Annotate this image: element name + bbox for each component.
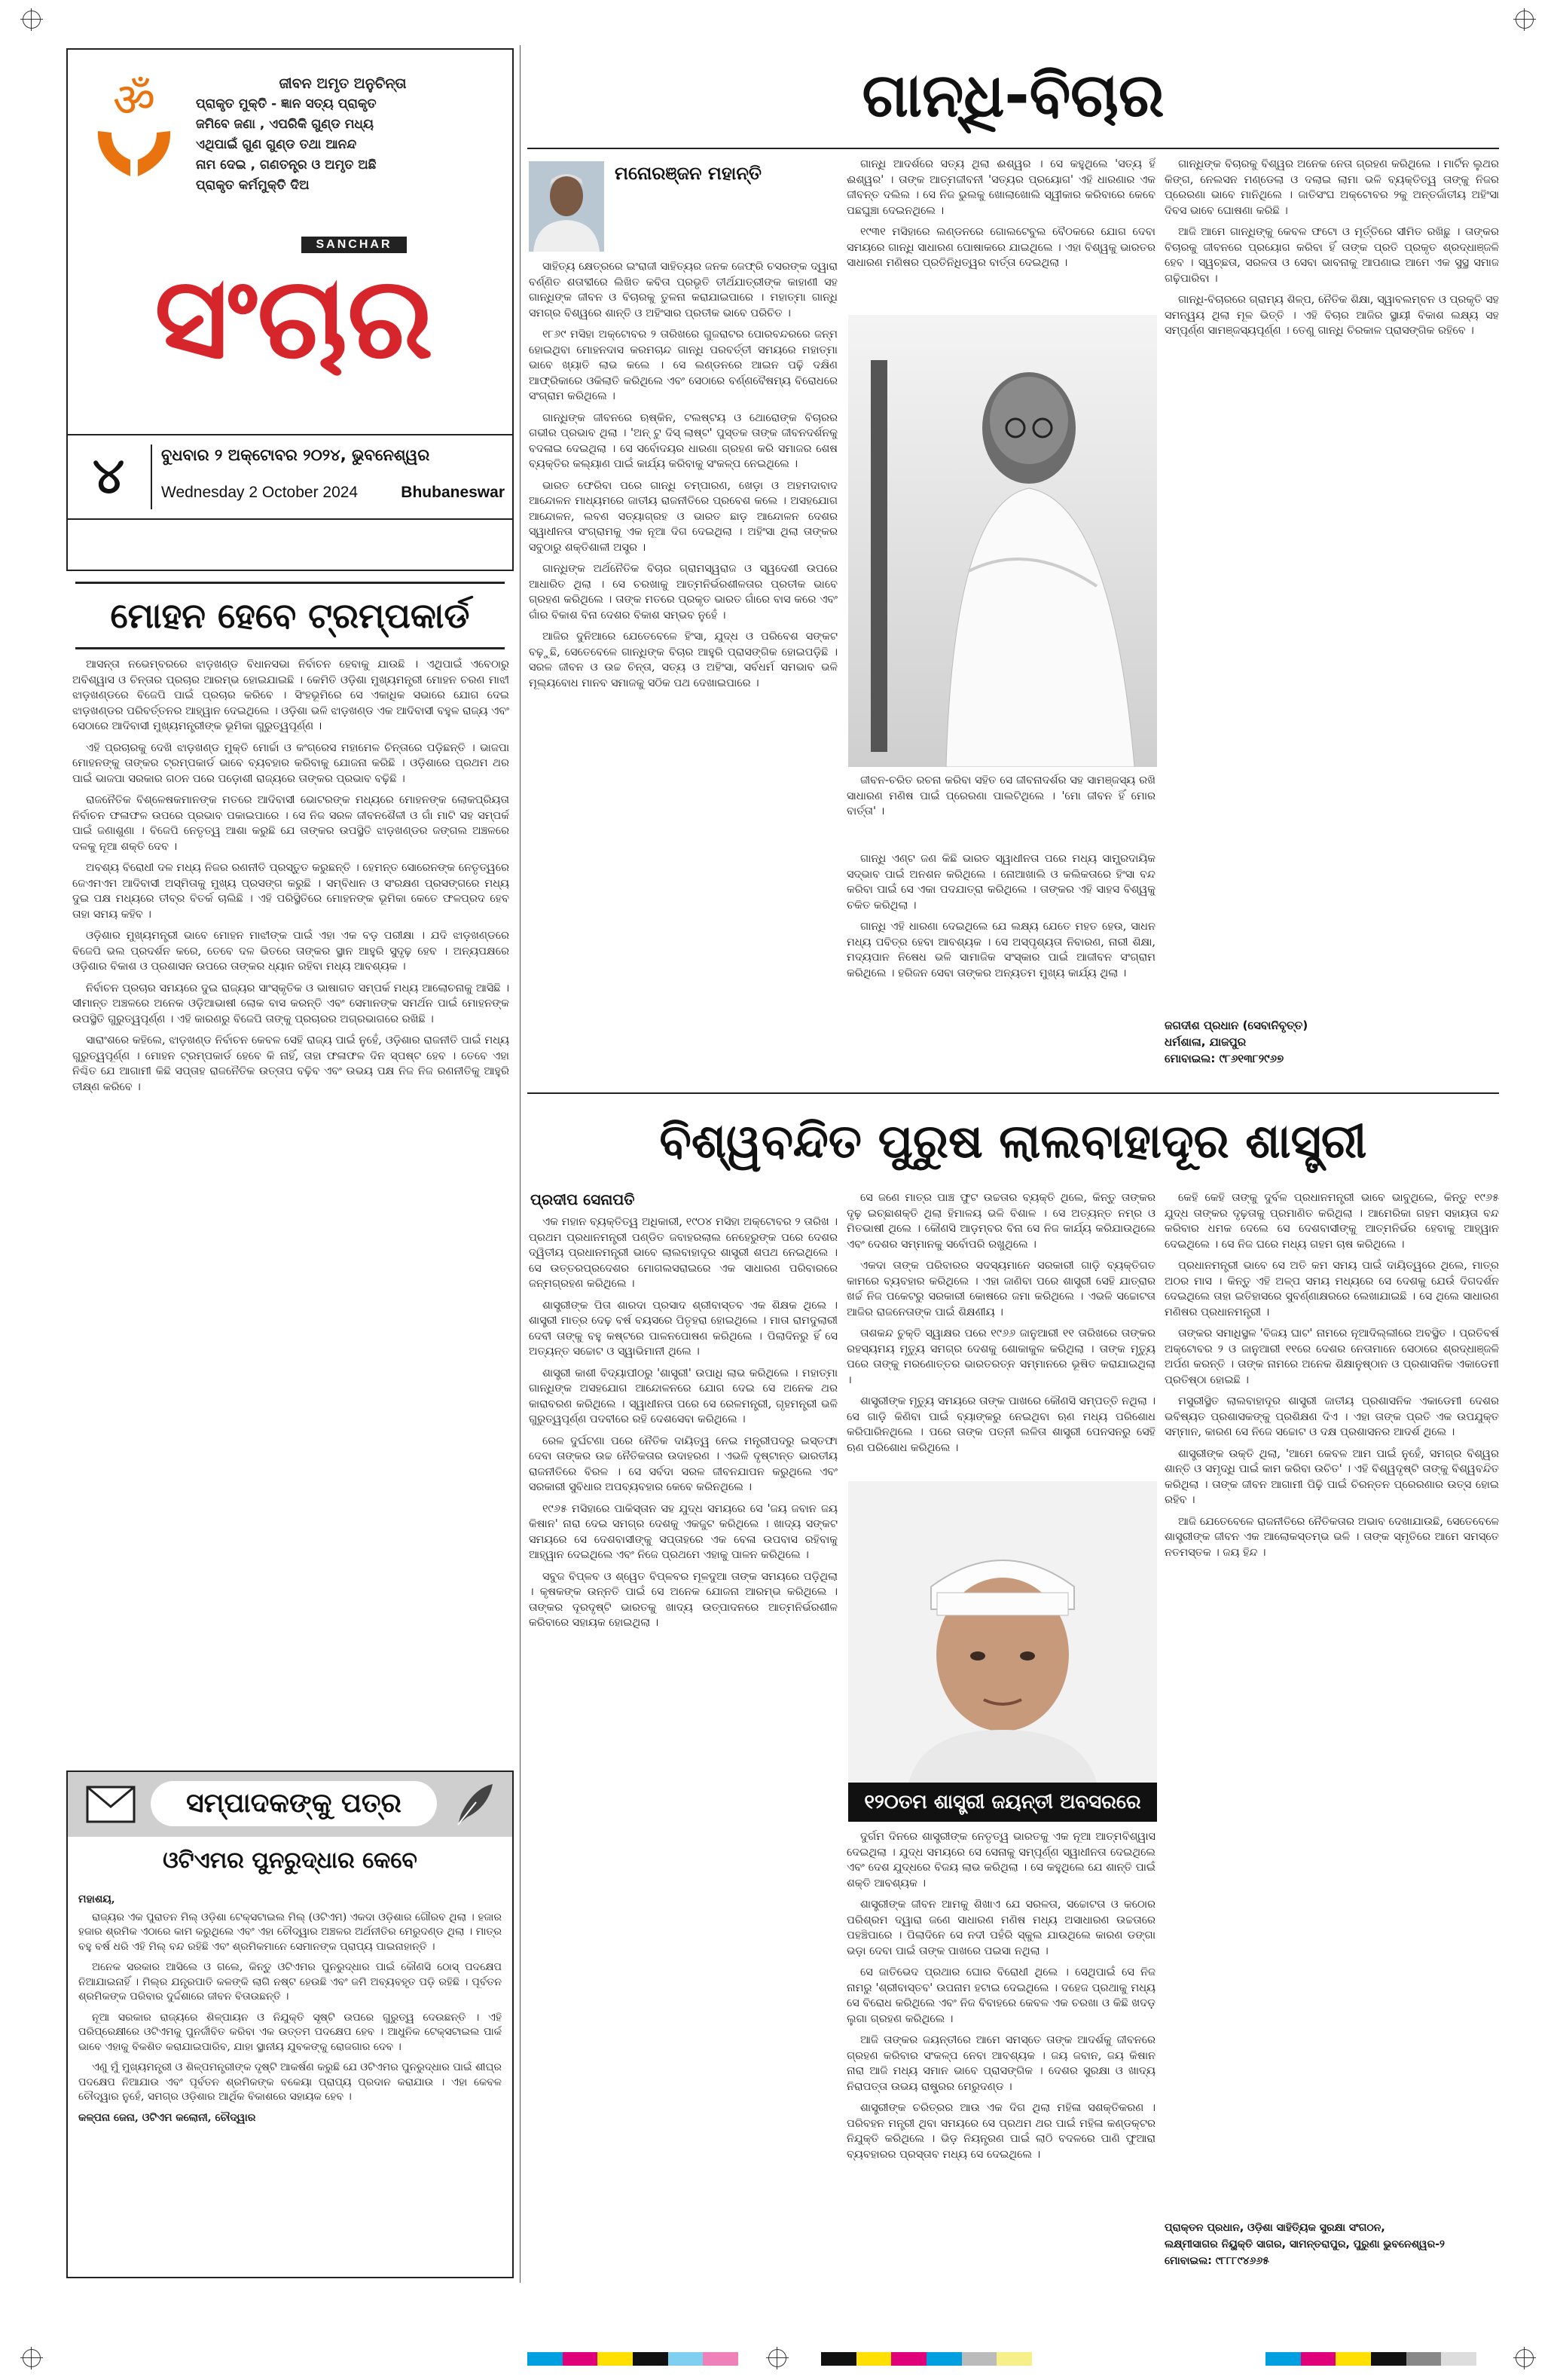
color-swatch [1406, 2352, 1442, 2366]
shastri-paragraph: ଶାସ୍ତ୍ରୀଙ୍କ ଚରିତ୍ରର ଆଉ ଏକ ଦିଗ ଥିଲା ମହିଳା ସଶକ୍ତିକରଣ । ପରିବହନ ମନ୍ତ୍ରୀ ଥିବା ସମୟରେ ସେ ପ୍ରଥମ ଥର ପାଇଁ ମହିଳା କଣ୍ଡକ୍ଟର ନିଯୁକ୍ତି କରିଥିଲେ । ଭିଡ଼ ନିୟନ୍ତ୍ରଣ ପାଇଁ ଲାଠି ବଦଳରେ ପାଣି ଫୁଆରା ବ୍ୟବହାରର ପ୍ରସ୍ତାବ ମଧ୍ୟ ସେ ଦେଇଥିଲେ । [847, 2102, 1156, 2161]
gandhi-paragraph: ଗାନ୍ଧି ଏହି ଧାରଣା ଦେଇଥିଲେ ଯେ ଲକ୍ଷ୍ୟ ଯେତେ ମହତ ହେଉ, ସାଧନ ମଧ୍ୟ ପବିତ୍ର ହେବା ଆବଶ୍ୟକ । ସେ ଅସ୍ପୃଶ୍ୟତା ନିବାରଣ, ନାରୀ ଶିକ୍ଷା, ମଦ୍ୟପାନ ନିଷେଧ ଭଳି ସାମାଜିକ ସଂସ୍କାର ପାଇଁ ଆଜୀବନ ସଂଗ୍ରାମ କରିଥିଲେ । ହରିଜନ ସେବା ତାଙ୍କର ଅନ୍ୟତମ ମୁଖ୍ୟ କାର୍ଯ୍ୟ ଥିଲା । [847, 921, 1156, 979]
letters-section [66, 1770, 514, 2278]
quill-pen-icon [450, 1781, 499, 1829]
shastri-paragraph: ଏକଦା ତାଙ୍କ ପରିବାରର ସଦସ୍ୟମାନେ ସରକାରୀ ଗାଡ଼ି ବ୍ୟକ୍ତିଗତ କାମରେ ବ୍ୟବହାର କରିଥିଲେ । ଏହା ଜାଣିବା ପରେ ଶାସ୍ତ୍ରୀ ସେହି ଯାତ୍ରାର ଖର୍ଚ୍ଚ ନିଜ ପକେଟରୁ ସରକାରୀ କୋଷରେ ଜମା କରିଥିଲେ । ଏଭଳି ସଚ୍ଚୋଟତା ଆଜିର ରାଜନେତାଙ୍କ ପାଇଁ ଶିକ୍ଷଣୀୟ । [847, 1260, 1156, 1318]
color-swatch [1441, 2352, 1476, 2366]
gandhi-paragraph: ଗାନ୍ଧିଙ୍କ ଜୀବନରେ ଋଷ୍କିନ, ଟଲଷ୍ଟୟ ଓ ଥୋରୋଙ୍କ ବିଚାରର ଗଭୀର ପ୍ରଭାବ ଥିଲା । 'ଅନ୍ ଟୁ ଦିସ୍ ଲାଷ୍ଟ' ପୁସ୍ତକ ତାଙ୍କ ଜୀବନଦର୍ଶନକୁ ବଦଳାଇ ଦେଇଥିଲା । ସେ ସର୍ବୋଦୟର ଧାରଣା ଗ୍ରହଣ କରି ସମାଜର ଶେଷ ବ୍ୟକ୍ତିର କଲ୍ୟାଣ ପାଇଁ କାର୍ଯ୍ୟ କରିବାକୁ ସଂକଳ୍ପ ନେଇଥିଲେ । [529, 411, 838, 470]
page-number: ୪ [92, 447, 125, 505]
gandhi-paragraph: ଗାନ୍ଧି ଆଦର୍ଶରେ ସତ୍ୟ ଥିଲା ଈଶ୍ୱର । ସେ କହୁଥିଲେ 'ସତ୍ୟ ହିଁ ଈଶ୍ୱର' । ତାଙ୍କ ଆତ୍ମଜୀବନୀ 'ସତ୍ୟର ପ୍ରୟୋଗ' ଏହି ଧାରଣାର ଏକ ଜୀବନ୍ତ ଦଲିଲ । ସେ ନିଜ ଭୁଲକୁ ଖୋଲାଖୋଲି ସ୍ୱୀକାର କରିବାରେ କେବେ ପଛଘୁଞ୍ଚା ଦେଇନଥିଲେ । [847, 158, 1156, 217]
color-swatch [703, 2352, 738, 2366]
shastri-col-3 [1165, 1190, 1499, 2215]
shastri-signoff-line: ମୋବାଇଲ: ୯୮୮୮୯୪୬୬୫ [1165, 2255, 1269, 2267]
shastri-col-1 [529, 1214, 838, 2277]
letters-header-band [68, 1772, 512, 1837]
column-divider [520, 45, 521, 2283]
shastri-paragraph: ଶାସ୍ତ୍ରୀ କାଶୀ ବିଦ୍ୟାପୀଠରୁ 'ଶାସ୍ତ୍ରୀ' ଉପାଧି ଲାଭ କରିଥିଲେ । ମହାତ୍ମା ଗାନ୍ଧିଙ୍କ ଅସହଯୋଗ ଆନ୍ଦୋଳନରେ ଯୋଗ ଦେଇ ସେ ଅନେକ ଥର କାରାବରଣ କରିଥିଲେ । ସ୍ୱାଧୀନତା ପରେ ସେ ରେଳମନ୍ତ୍ରୀ, ଗୃହମନ୍ତ୍ରୀ ଭଳି ଗୁରୁତ୍ୱପୂର୍ଣ୍ଣ ପଦବୀରେ ରହି ଦେଶସେବା କରିଥିଲେ । [529, 1367, 838, 1425]
tagline-line: ନାମ ଦେଇ , ଗଣତନ୍ତ୍ର ଓ ଅମୃତ ଅଛି [196, 157, 377, 173]
date-odia: ବୁଧବାର ୨ ଅକ୍ଟୋବର ୨୦୨୪, ଭୁବନେଶ୍ୱର [161, 446, 430, 464]
shastri-col-2-top [847, 1190, 1156, 1477]
author-photo [529, 161, 604, 252]
editorial-paragraph: ରାଜନୈତିକ ବିଶ୍ଳେଷକମାନଙ୍କ ମତରେ ଆଦିବାସୀ ଭୋଟରଙ୍କ ମଧ୍ୟରେ ମୋହନଙ୍କ ଲୋକପ୍ରିୟତା ନିର୍ବାଚନ ଫଳାଫଳ ଉପରେ ପ୍ରଭାବ ପକାଇପାରେ । ସେ ନିଜ ସରଳ ଜୀବନଶୈଳୀ ଓ ଗାଁ ମାଟି ସହ ସମ୍ପର୍କ ପାଇଁ ଜଣାଶୁଣା । ବିଜେପି ନେତୃତ୍ୱ ଆଶା କରୁଛି ଯେ ତାଙ୍କର ଉପସ୍ଥିତି ଝାଡ଼ଖଣ୍ଡର ଜଙ୍ଗଲ ଅଞ୍ଚଳରେ ଦଳକୁ ନୂଆ ଶକ୍ତି ଦେବ । [72, 794, 509, 853]
gandhi-signoff-line: ମୋବାଇଲ: ୯୮୬୧୩୮୨୯୬୭ [1165, 1052, 1284, 1065]
gandhi-signoff [1165, 1017, 1499, 1067]
editorial-title: ମୋହନ ହେବେ ଟ୍ରମ୍ପକାର୍ଡ [75, 582, 505, 649]
gandhi-title-rule [527, 148, 1499, 149]
shastri-paragraph: ମସୁରୀସ୍ଥିତ ଲାଲବାହାଦୂର ଶାସ୍ତ୍ରୀ ଜାତୀୟ ପ୍ରଶାସନିକ ଏକାଡେମୀ ଦେଶର ଭବିଷ୍ୟତ ପ୍ରଶାସକଙ୍କୁ ପ୍ରଶିକ୍ଷଣ ଦିଏ । ଏହା ତାଙ୍କ ପ୍ରତି ଏକ ଉପଯୁକ୍ତ ସମ୍ମାନ, କାରଣ ସେ ନିଜେ ସଚ୍ଚୋଟ ଓ ଦକ୍ଷ ପ୍ରଶାସନର ଆଦର୍ଶ ଥିଲେ । [1165, 1395, 1499, 1438]
shastri-photo [848, 1481, 1157, 1783]
svg-text:ॐ: ॐ [112, 72, 156, 127]
color-swatch [1371, 2352, 1406, 2366]
shastri-paragraph: ଶାସ୍ତ୍ରୀଙ୍କ ଉକ୍ତି ଥିଲା, 'ଆମେ କେବଳ ଆମ ପାଇଁ ନୁହେଁ, ସମଗ୍ର ବିଶ୍ୱର ଶାନ୍ତି ଓ ସମୃଦ୍ଧି ପାଇଁ କାମ କରିବା ଉଚିତ' । ଏହି ବିଶ୍ୱଦୃଷ୍ଟି ତାଙ୍କୁ ବିଶ୍ୱବନ୍ଦିତ କରିଥିଲା । ତାଙ୍କ ଜୀବନ ଆଗାମୀ ପିଢ଼ି ପାଇଁ ଚିରନ୍ତନ ପ୍ରେରଣାର ଉତ୍ସ ହୋଇ ରହିବ । [1165, 1447, 1499, 1506]
gandhi-paragraph: ଗାନ୍ଧିଙ୍କ ଅର୍ଥନୈତିକ ବିଚାର ଗ୍ରାମସ୍ୱରାଜ ଓ ସ୍ୱଦେଶୀ ଉପରେ ଆଧାରିତ ଥିଲା । ସେ ଚରଖାକୁ ଆତ୍ମନିର୍ଭରଶୀଳତାର ପ୍ରତୀକ ଭାବେ ଗ୍ରହଣ କରିଥିଲେ । ତାଙ୍କ ମତରେ ପ୍ରକୃତ ଭାରତ ଗାଁରେ ବାସ କରେ ଏବଂ ଗାଁର ବିକାଶ ବିନା ଦେଶର ବିକାଶ ସମ୍ଭବ ନୁହେଁ । [529, 563, 838, 622]
gandhi-paragraph: ଭାରତ ଫେରିବା ପରେ ଗାନ୍ଧି ଚମ୍ପାରଣ, ଖେଡ଼ା ଓ ଅହମଦାବାଦ ଆନ୍ଦୋଳନ ମାଧ୍ୟମରେ ଜାତୀୟ ରାଜନୀତିରେ ପ୍ରବେଶ କଲେ । ଅସହଯୋଗ ଆନ୍ଦୋଳନ, ଲବଣ ସତ୍ୟାଗ୍ରହ ଓ ଭାରତ ଛାଡ଼ ଆନ୍ଦୋଳନ ଦେଶର ସ୍ୱାଧୀନତା ସଂଗ୍ରାମକୁ ଏକ ନୂଆ ଦିଗ ଦେଇଥିଲା । ଅହିଂସା ଥିଲା ତାଙ୍କର ସବୁଠାରୁ ଶକ୍ତିଶାଳୀ ଅସ୍ତ୍ର । [529, 479, 838, 554]
color-swatch [962, 2352, 997, 2366]
color-bar [527, 2352, 738, 2366]
gandhi-paragraph: ଗାନ୍ଧି ଏଣ୍ଟ ଜଣ କିଛି ଭାରତ ସ୍ୱାଧୀନତା ପରେ ମଧ୍ୟ ସାମ୍ପ୍ରଦାୟିକ ସଦ୍ଭାବ ପାଇଁ ଅନଶନ କରିଥିଲେ । ନୋଆଖାଲି ଓ କଲିକତାରେ ହିଂସା ବନ୍ଦ କରିବା ପାଇଁ ସେ ଏକା ପଦଯାତ୍ରା କରିଥିଲେ । ତାଙ୍କର ଏହି ସାହସ ବିଶ୍ୱକୁ ଚକିତ କରିଥିଲା । [847, 853, 1156, 912]
registration-mark-icon [768, 2349, 786, 2367]
shastri-signoff [1165, 2220, 1499, 2269]
color-swatch [1265, 2352, 1301, 2366]
shastri-paragraph: ଶାସ୍ତ୍ରୀଙ୍କ ଜୀବନ ଆମକୁ ଶିଖାଏ ଯେ ସରଳତା, ସଚ୍ଚୋଟତା ଓ କଠୋର ପରିଶ୍ରମ ଦ୍ୱାରା ଜଣେ ସାଧାରଣ ମଣିଷ ମଧ୍ୟ ଅସାଧାରଣ ଉଚ୍ଚତାରେ ପହଞ୍ଚିପାରେ । ପିଲାଦିନେ ସେ ନଦୀ ପହଁରି ସ୍କୁଲ ଯାଉଥିଲେ କାରଣ ଡଙ୍ଗା ଭଡ଼ା ଦେବା ପାଇଁ ତାଙ୍କ ପାଖରେ ପଇସା ନଥିଲା । [847, 1899, 1156, 1957]
registration-mark-icon [1516, 2349, 1534, 2367]
shastri-paragraph: ସେ ଜାତିଭେଦ ପ୍ରଥାର ଘୋର ବିରୋଧୀ ଥିଲେ । ସେଥିପାଇଁ ସେ ନିଜ ନାମରୁ 'ଶ୍ରୀବାସ୍ତବ' ଉପନାମ ହଟାଇ ଦେଇଥିଲେ । ଦହେଜ ପ୍ରଥାକୁ ମଧ୍ୟ ସେ ବିରୋଧ କରିଥିଲେ ଏବଂ ନିଜ ବିବାହରେ କେବଳ ଏକ ଚରଖା ଓ କିଛି ଖଦଡ଼ ଲୁଗା ଗ୍ରହଣ କରିଥିଲେ । [847, 1966, 1156, 2025]
editorial-body [72, 657, 509, 1764]
brand-small: SANCHAR [301, 237, 407, 253]
letters-paragraph: ନୂଆ ସରକାର ରାଜ୍ୟରେ ଶିଳ୍ପାୟନ ଓ ନିଯୁକ୍ତି ସୃଷ୍ଟି ଉପରେ ଗୁରୁତ୍ୱ ଦେଉଛନ୍ତି । ଏହି ପରିପ୍ରେକ୍ଷୀରେ ଓଟିଏମକୁ ପୁନର୍ଜୀବିତ କରିବା ଏକ ଉତ୍ତମ ପଦକ୍ଷେପ ହେବ । ଆଧୁନିକ ଟେକ୍ସଟାଇଲ ପାର୍କ ଭାବେ ଏହାକୁ ବିକଶିତ କରାଯାଇପାରିବ, ଯାହା ସ୍ଥାନୀୟ ଯୁବକଙ୍କୁ ରୋଜଗାର ଦେବ । [78, 2011, 502, 2053]
registration-mark-icon [23, 2349, 41, 2367]
letters-paragraph: ରାଜ୍ୟର ଏକ ପୁରାତନ ମିଲ୍ ଓଡ଼ିଶା ଟେକ୍ସଟାଇଲ ମିଲ୍ (ଓଟିଏମ) ଏକଦା ଓଡ଼ିଶାର ଗୌରବ ଥିଲା । ହଜାର ହଜାର ଶ୍ରମିକ ଏଠାରେ କାମ କରୁଥିଲେ ଏବଂ ଏହା ଚୌଦ୍ୱାର ଅଞ୍ଚଳର ଅର୍ଥନୀତିର ମେରୁଦଣ୍ଡ ଥିଲା । ମାତ୍ର ବହୁ ବର୍ଷ ଧରି ଏହି ମିଲ୍ ବନ୍ଦ ରହିଛି ଏବଂ ଶ୍ରମିକମାନେ ସେମାନଙ୍କ ପ୍ରାପ୍ୟ ପାଇନାହାନ୍ତି । [78, 1911, 502, 1953]
color-swatch [668, 2352, 704, 2366]
gandhi-col-3 [1165, 157, 1499, 1008]
shastri-signoff-line: ପ୍ରାକ୍ତନ ପ୍ରଧାନ, ଓଡ଼ିଶା ସାହିତ୍ୟିକ ସୁରକ୍ଷା ସଂଗଠନ, [1165, 2222, 1385, 2234]
shastri-author: ପ୍ରଦୀପ ସେନାପତି [530, 1190, 635, 1208]
shastri-paragraph: ଶାସ୍ତ୍ରୀଙ୍କ ପିତା ଶାରଦା ପ୍ରସାଦ ଶ୍ରୀବାସ୍ତବ ଏକ ଶିକ୍ଷକ ଥିଲେ । ଶାସ୍ତ୍ରୀ ମାତ୍ର ଦେଢ଼ ବର୍ଷ ବୟସରେ ପିତୃହରା ହୋଇଥିଲେ । ମାତା ରାମଦୁଲାରୀ ଦେବୀ ତାଙ୍କୁ ବହୁ କଷ୍ଟରେ ପାଳନପୋଷଣ କରିଥିଲେ । ପିଲାଦିନରୁ ହିଁ ସେ ଅତ୍ୟନ୍ତ ସଚ୍ଚୋଟ ଓ ସ୍ୱାଭିମାନୀ ଥିଲେ । [529, 1299, 838, 1358]
letters-header: ସମ୍ପାଦକଙ୍କୁ ପତ୍ର [151, 1781, 437, 1826]
gandhi-paragraph: ୧୮୬୯ ମସିହା ଅକ୍ଟୋବର ୨ ତାରିଖରେ ଗୁଜରାଟର ପୋରବନ୍ଦରରେ ଜନ୍ମ ହୋଇଥିବା ମୋହନଦାସ କରମଚାନ୍ଦ ଗାନ୍ଧି ପରବର୍ତ୍ତୀ ସମୟରେ ମହାତ୍ମା ଭାବେ ଖ୍ୟାତି ଲାଭ କଲେ । ସେ ଲଣ୍ଡନରେ ଆଇନ ପଢ଼ି ଦକ୍ଷିଣ ଆଫ୍ରିକାରେ ଓକିଲାତି କରିଥିଲେ ଏବଂ ସେଠାରେ ବର୍ଣ୍ଣବୈଷମ୍ୟ ବିରୋଧରେ ସଂଗ୍ରାମ କରିଥିଲେ । [529, 328, 838, 402]
letters-paragraph: ଅନେକ ସରକାର ଆସିଲେ ଓ ଗଲେ, କିନ୍ତୁ ଓଟିଏମର ପୁନରୁଦ୍ଧାର ପାଇଁ କୌଣସି ଠୋସ୍ ପଦକ୍ଷେପ ନିଆଯାଇନାହିଁ । ମିଲ୍ର ଯନ୍ତ୍ରପାତି କଳଙ୍କି ଲାଗି ନଷ୍ଟ ହେଉଛି ଏବଂ ଜମି ଅବ୍ୟବହୃତ ପଡ଼ି ରହିଛି । ପୂର୍ବତନ ଶ୍ରମିକଙ୍କ ପରିବାର ଦୁର୍ଦ୍ଦଶାରେ ଜୀବନ ବିତାଉଛନ୍ତି । [78, 1961, 502, 2003]
letters-body [78, 1893, 502, 2269]
color-swatch [891, 2352, 927, 2366]
city-name: Bhubaneswar [401, 484, 505, 501]
gandhi-author: ମନୋରଞ୍ଜନ ମହାନ୍ତି [615, 163, 762, 184]
color-swatch [1301, 2352, 1336, 2366]
shastri-paragraph: ତାଶକନ୍ଦ ଚୁକ୍ତି ସ୍ୱାକ୍ଷର ପରେ ୧୯୬୬ ଜାନୁଆରୀ ୧୧ ତାରିଖରେ ତାଙ୍କର ରହସ୍ୟମୟ ମୃତ୍ୟୁ ସମଗ୍ର ଦେଶକୁ ଶୋକାକୁଳ କରିଥିଲା । ତାଙ୍କ ମୃତ୍ୟୁ ପରେ ତାଙ୍କୁ ମରଣୋତ୍ତର ଭାରତରତ୍ନ ସମ୍ମାନରେ ଭୂଷିତ କରାଯାଇଥିଲା । [847, 1327, 1156, 1386]
color-swatch [563, 2352, 598, 2366]
shastri-signoff-line: ଲକ୍ଷ୍ମୀସାଗର ନିୟୁକ୍ତି ସାଗର, ସାମନ୍ତରାପୁର, ପୁରୁଣା ଭୁବନେଶ୍ୱର-୨ [1165, 2238, 1446, 2250]
shastri-paragraph: ଦୁର୍ଗମ ଦିନରେ ଶାସ୍ତ୍ରୀଙ୍କ ନେତୃତ୍ୱ ଭାରତକୁ ଏକ ନୂଆ ଆତ୍ମବିଶ୍ୱାସ ଦେଇଥିଲା । ଯୁଦ୍ଧ ସମୟରେ ସେ ସେନାକୁ ସମ୍ପୂର୍ଣ୍ଣ ସ୍ୱାଧୀନତା ଦେଇଥିଲେ ଏବଂ ଦେଶ ଯୁଦ୍ଧରେ ବିଜୟ ଲାଭ କରିଥିଲା । ସେ କହୁଥିଲେ ଯେ ଶାନ୍ତି ପାଇଁ ଶକ୍ତି ଆବଶ୍ୟକ । [847, 1831, 1156, 1890]
color-swatch [821, 2352, 856, 2366]
letters-paragraph: ଏଣୁ ମୁଁ ମୁଖ୍ୟମନ୍ତ୍ରୀ ଓ ଶିଳ୍ପମନ୍ତ୍ରୀଙ୍କ ଦୃଷ୍ଟି ଆକର୍ଷଣ କରୁଛି ଯେ ଓଟିଏମର ପୁନରୁଦ୍ଧାର ପାଇଁ ଶୀଘ୍ର ପଦକ୍ଷେପ ନିଆଯାଉ ଏବଂ ପୂର୍ବତନ ଶ୍ରମିକଙ୍କ ବକେୟା ପ୍ରାପ୍ୟ ପ୍ରଦାନ କରାଯାଉ । ଏହା କେବଳ ଚୌଦ୍ୱାର ନୁହେଁ, ସମଗ୍ର ଓଡ଼ିଶାର ଆର୍ଥିକ ବିକାଶରେ ସହାୟକ ହେବ । [78, 2061, 502, 2103]
om-hands-logo-icon [89, 71, 179, 184]
gandhi-paragraph: ସାହିତ୍ୟ କ୍ଷେତ୍ରରେ ଇଂରାଜୀ ସାହିତ୍ୟର ଜନକ ଜେଫ୍ରି ଚସରଙ୍କ ଦ୍ୱାରା ବର୍ଣ୍ଣିତ ଶତାବ୍ଦୀରେ ଲିଖିତ କବିତା ପ୍ରଭୃତି ତୀର୍ଥଯାତ୍ରୀଙ୍କ କାହାଣୀ ସହ ଗାନ୍ଧିଙ୍କ ଜୀବନ ଓ ବିଚାରକୁ ତୁଳନା କରାଯାଇପାରେ । ମହାତ୍ମା ଗାନ୍ଧି ସମଗ୍ର ବିଶ୍ୱରେ ଶାନ୍ତି ଓ ଅହିଂସାର ପ୍ରତୀକ ଭାବେ ପରିଚିତ । [529, 261, 838, 319]
letters-salutation: ମହାଶୟ, [78, 1893, 115, 1905]
editorial-paragraph: ଏହି ପ୍ରଚାରକୁ ଦେଖି ଝାଡ଼ଖଣ୍ଡ ମୁକ୍ତି ମୋର୍ଚ୍ଚା ଓ କଂଗ୍ରେସ ମହାମେଳ ଚିନ୍ତାରେ ପଡ଼ିଛନ୍ତି । ଭାଜପା ମୋହନଙ୍କୁ ତାଙ୍କର ଟ୍ରମ୍ପକାର୍ଡ ଭାବେ ବ୍ୟବହାର କରିବାକୁ ଯୋଜନା କରିଛି । ଓଡ଼ିଶାରେ ପ୍ରଥମ ଥର ପାଇଁ ଭାଜପା ସରକାର ଗଠନ ପରେ ପଡ଼ୋଶୀ ରାଜ୍ୟରେ ତାଙ୍କର ପ୍ରଭାବ ବଢ଼ିଛି । [72, 741, 509, 785]
editorial-paragraph: ଓଡ଼ିଶାର ମୁଖ୍ୟମନ୍ତ୍ରୀ ଭାବେ ମୋହନ ମାଝୀଙ୍କ ପାଇଁ ଏହା ଏକ ବଡ଼ ପରୀକ୍ଷା । ଯଦି ଝାଡ଼ଖଣ୍ଡରେ ବିଜେପି ଭଲ ପ୍ରଦର୍ଶନ କରେ, ତେବେ ଦଳ ଭିତରେ ତାଙ୍କର ସ୍ଥାନ ଆହୁରି ସୁଦୃଢ଼ ହେବ । ଅନ୍ୟପକ୍ଷରେ ଓଡ଼ିଶାର ବିକାଶ ଓ ପ୍ରଶାସନ ଉପରେ ତାଙ୍କର ଧ୍ୟାନ ରହିବା ମଧ୍ୟ ଆବଶ୍ୟକ । [72, 930, 509, 973]
gandhi-signoff-line: ଜଗଦୀଶ ପ୍ରଧାନ (ସେବାନିବୃତ୍ତ) [1165, 1019, 1308, 1032]
gandhi-photo-caption [847, 773, 1156, 848]
color-swatch [597, 2352, 633, 2366]
shastri-photo-caption: ୧୨୦ତମ ଶାସ୍ତ୍ରୀ ଜୟନ୍ତୀ ଅବସରରେ [848, 1783, 1157, 1822]
shastri-paragraph: ଶାସ୍ତ୍ରୀଙ୍କ ମୃତ୍ୟୁ ସମୟରେ ତାଙ୍କ ପାଖରେ କୌଣସି ସମ୍ପତ୍ତି ନଥିଲା । ସେ ଗାଡ଼ି କିଣିବା ପାଇଁ ବ୍ୟାଙ୍କରୁ ନେଇଥିବା ଋଣ ମଧ୍ୟ ପରିଶୋଧ କରିପାରିନଥିଲେ । ପରେ ତାଙ୍କ ପତ୍ନୀ ଲଳିତା ଶାସ୍ତ୍ରୀ ପେନସନରୁ ସେହି ଋଣ ପରିଶୋଧ କରିଥିଲେ । [847, 1395, 1156, 1454]
tagline-line: ଜମିବେ ଜଣା , ଏପରିକି ଗୁଣ୍ଡ ମଧ୍ୟ [196, 117, 374, 132]
letters-signature: କଳ୍ପନା ଜେନା, ଓଟିଏମ କଲୋନୀ, ଚୌଦ୍ୱାର [78, 2111, 256, 2124]
shastri-paragraph: ଏକ ମହାନ ବ୍ୟକ୍ତିତ୍ୱ ଅଧିକାରୀ, ୧୯୦୪ ମସିହା ଅକ୍ଟୋବର ୨ ତାରିଖ । ପ୍ରଥମ ପ୍ରଧାନମନ୍ତ୍ରୀ ପଣ୍ଡିତ ଜବାହରଲାଲ ନେହେରୁଙ୍କ ପରେ ଦେଶର ଦ୍ୱିତୀୟ ପ୍ରଧାନମନ୍ତ୍ରୀ ଭାବେ ଲାଲବାହାଦୂର ଶାସ୍ତ୍ରୀ ଶପଥ ନେଇଥିଲେ । ସେ ଉତ୍ତରପ୍ରଦେଶର ମୋଗଲସରାଇରେ ଏକ ସାଧାରଣ ପରିବାରରେ ଜନ୍ମଗ୍ରହଣ କରିଥିଲେ । [529, 1216, 838, 1290]
color-swatch [997, 2352, 1032, 2366]
color-swatch [527, 2352, 563, 2366]
shastri-paragraph: ସବୁଜ ବିପ୍ଳବ ଓ ଶ୍ୱେତ ବିପ୍ଳବର ମୂଳଦୁଆ ତାଙ୍କ ସମୟରେ ପଡ଼ିଥିଲା । କୃଷକଙ୍କ ଉନ୍ନତି ପାଇଁ ସେ ଅନେକ ଯୋଜନା ଆରମ୍ଭ କରିଥିଲେ । ତାଙ୍କର ଦୂରଦୃଷ୍ଟି ଭାରତକୁ ଖାଦ୍ୟ ଉତ୍ପାଦନରେ ଆତ୍ମନିର୍ଭରଶୀଳ କରିବାରେ ସହାୟକ ହୋଇଥିଲା । [529, 1570, 838, 1629]
date-divider [151, 445, 152, 509]
registration-mark-icon [23, 11, 41, 29]
gandhi-col-2-bottom [847, 851, 1156, 1085]
tagline-line: ଏଥିପାଇଁ ଗୁଣ ଗୁଣ୍ଡ ତଥା ଆନନ୍ଦ [196, 137, 357, 152]
color-swatch [1336, 2352, 1371, 2366]
editorial-paragraph: ଆସନ୍ତା ନଭେମ୍ବରରେ ଝାଡ଼ଖଣ୍ଡ ବିଧାନସଭା ନିର୍ବାଚନ ହେବାକୁ ଯାଉଛି । ଏଥିପାଇଁ ଏବେଠାରୁ ଅବିଶ୍ୱାସ ଓ ଚିନ୍ତାର ପ୍ରଚାର ଆରମ୍ଭ ହୋଇଯାଇଛି । କେମିତି ଓଡ଼ିଶା ମୁଖ୍ୟମନ୍ତ୍ରୀ ମୋହନ ଚରଣ ମାଝୀ ଝାଡ଼ଖଣ୍ଡରେ ବିଜେପି ପାଇଁ ପ୍ରଚାର କରିବେ । ସିଂହଭୂମିରେ ସେ ଏକାଧିକ ସଭାରେ ଯୋଗ ଦେଇ ଝାଡ଼ଖଣ୍ଡର ପରିବର୍ତ୍ତନର ଆହ୍ୱାନ ଦେଇଥିଲେ । ଓଡ଼ିଶା ଭଳି ଝାଡ଼ଖଣ୍ଡ ଏକ ଆଦିବାସୀ ବହୁଳ ରାଜ୍ୟ ଏବଂ ସେଠାରେ ଆଦିବାସୀ ମୁଖ୍ୟମନ୍ତ୍ରୀଙ୍କ ଭୂମିକା ଗୁରୁତ୍ୱପୂର୍ଣ୍ଣ । [72, 658, 509, 732]
gandhi-photo [848, 315, 1157, 767]
color-bar [1265, 2352, 1476, 2366]
gandhi-photo-caption-text: ଜୀବନ-ଚରିତ ରଚନା କରିବା ସହିତ ସେ ଜୀବନାଦର୍ଶର ସହ ସାମଞ୍ଜସ୍ୟ ରଖି ସାଧାରଣ ମଣିଷ ପାଇଁ ପ୍ରେରଣା ପାଲଟିଥିଲେ । 'ମୋ ଜୀବନ ହିଁ ମୋର ବାର୍ତ୍ତା' । [847, 774, 1156, 817]
gandhi-paragraph: ଆଜିର ଦୁନିଆରେ ଯେତେବେଳେ ହିଂସା, ଯୁଦ୍ଧ ଓ ପରିବେଶ ସଙ୍କଟ ବଢ଼ୁଛି, ସେତେବେଳେ ଗାନ୍ଧିଙ୍କ ବିଚାର ଆହୁରି ପ୍ରାସଙ୍ଗିକ ହୋଇପଡ଼ିଛି । ସରଳ ଜୀବନ ଓ ଉଚ୍ଚ ଚିନ୍ତା, ସତ୍ୟ ଓ ଅହିଂସା, ସର୍ବଧର୍ମ ସମଭାବ ଭଳି ମୂଲ୍ୟବୋଧ ମାନବ ସମାଜକୁ ସଠିକ ପଥ ଦେଖାଇପାରେ । [529, 631, 838, 689]
color-swatch [856, 2352, 892, 2366]
shastri-paragraph: ୧୯୬୫ ମସିହାରେ ପାକିସ୍ତାନ ସହ ଯୁଦ୍ଧ ସମୟରେ ସେ 'ଜୟ ଜବାନ ଜୟ କିଷାନ' ନାରା ଦେଇ ସମଗ୍ର ଦେଶକୁ ଏକଜୁଟ କରିଥିଲେ । ଖାଦ୍ୟ ସଙ୍କଟ ସମୟରେ ସେ ଦେଶବାସୀଙ୍କୁ ସପ୍ତାହରେ ଏକ ବେଳା ଉପବାସ ରହିବାକୁ ଆହ୍ୱାନ ଦେଇଥିଲେ ଏବଂ ନିଜେ ପ୍ରଥମେ ଏହାକୁ ପାଳନ କରିଥିଲେ । [529, 1502, 838, 1561]
date-english: Wednesday 2 October 2024 [161, 484, 359, 501]
editorial-paragraph: ସାରାଂଶରେ କହିଲେ, ଝାଡ଼ଖଣ୍ଡ ନିର୍ବାଚନ କେବଳ ସେହି ରାଜ୍ୟ ପାଇଁ ନୁହେଁ, ଓଡ଼ିଶାର ରାଜନୀତି ପାଇଁ ମଧ୍ୟ ଗୁରୁତ୍ୱପୂର୍ଣ୍ଣ । ମୋହନ ଟ୍ରମ୍ପକାର୍ଡ ହେବେ କି ନାହିଁ, ତାହା ଫଳାଫଳ ଦିନ ସ୍ପଷ୍ଟ ହେବ । ତେବେ ଏହା ନିଶ୍ଚିତ ଯେ ଆଗାମୀ କିଛି ସପ୍ତାହ ରାଜନୈତିକ ଉତ୍ତାପ ବଢ଼ିବ ଏବଂ ଉଭୟ ପକ୍ଷ ନିଜ ନିଜ ରଣନୀତିକୁ ଆହୁରି ତୀକ୍ଷ୍ଣ କରିବେ । [72, 1034, 509, 1093]
masthead [66, 48, 514, 571]
tagline-line: ପ୍ରାକୃତ ମୁକ୍ତି - ଜ୍ଞାନ ସତ୍ୟ ପ୍ରାକୃତ [196, 96, 377, 112]
registration-mark-icon [1516, 11, 1534, 29]
gandhi-title: ଗାନ୍ଧି-ବିଚାର [862, 60, 1165, 130]
shastri-paragraph: ସେ ଜଣେ ମାତ୍ର ପାଞ୍ଚ ଫୁଟ ଉଚ୍ଚତାର ବ୍ୟକ୍ତି ଥିଲେ, କିନ୍ତୁ ତାଙ୍କର ଦୃଢ଼ ଇଚ୍ଛାଶକ୍ତି ଥିଲା ହିମାଳୟ ଭଳି ବିଶାଳ । ସେ ଅତ୍ୟନ୍ତ ନମ୍ର ଓ ମିତଭାଷୀ ଥିଲେ । କୌଣସି ଆଡ଼ମ୍ବର ବିନା ସେ ନିଜ କାର୍ଯ୍ୟ କରିଯାଉଥିଲେ ଏବଂ ଦେଶର ସମ୍ମାନକୁ ସର୍ବୋପରି ରଖୁଥିଲେ । [847, 1192, 1156, 1251]
gandhi-col-1 [529, 259, 838, 1085]
shastri-paragraph: ପ୍ରଧାନମନ୍ତ୍ରୀ ଭାବେ ସେ ଅତି କମ ସମୟ ପାଇଁ ଦାୟିତ୍ୱରେ ଥିଲେ, ମାତ୍ର ଅଠର ମାସ । କିନ୍ତୁ ଏହି ଅଳ୍ପ ସମୟ ମଧ୍ୟରେ ସେ ଦେଶକୁ ଯେଉଁ ଦିଗଦର୍ଶନ ଦେଇଥିଲେ ତାହା ଇତିହାସରେ ସୁବର୍ଣ୍ଣାକ୍ଷରରେ ଲେଖାଯାଇଛି । ସେ ଥିଲେ ସାଧାରଣ ମଣିଷର ପ୍ରଧାନମନ୍ତ୍ରୀ । [1165, 1260, 1499, 1318]
color-bar [821, 2352, 1032, 2366]
tagline-line: ପ୍ରାକୃତ କର୍ମମୁକ୍ତି ଦିଅ [196, 178, 310, 193]
shastri-title: ବିଶ୍ୱବନ୍ଦିତ ପୁରୁଷ ଲାଲବାହାଦୂର ଶାସ୍ତ୍ରୀ [659, 1114, 1367, 1169]
editorial-paragraph: ଅବଶ୍ୟ ବିରୋଧୀ ଦଳ ମଧ୍ୟ ନିଜର ରଣନୀତି ପ୍ରସ୍ତୁତ କରୁଛନ୍ତି । ହେମନ୍ତ ସୋରେନଙ୍କ ନେତୃତ୍ୱରେ ଜେଏମଏମ ଆଦିବାସୀ ଅସ୍ମିତାକୁ ମୁଖ୍ୟ ପ୍ରସଙ୍ଗ କରୁଛି । ସମ୍ବିଧାନ ଓ ସଂରକ୍ଷଣ ପ୍ରସଙ୍ଗରେ ମଧ୍ୟ ଦୁଇ ପକ୍ଷ ମଧ୍ୟରେ ତୀବ୍ର ବିତର୍କ ଚାଲିଛି । ଏହି ପରିସ୍ଥିତିରେ ମୋହନଙ୍କ ଭୂମିକା କେତେ ଫଳପ୍ରଦ ହେବ ତାହା ସମୟ କହିବ । [72, 862, 509, 921]
brand-title: ସଂଚାର [154, 253, 433, 384]
shastri-paragraph: କେହି କେହି ତାଙ୍କୁ ଦୁର୍ବଳ ପ୍ରଧାନମନ୍ତ୍ରୀ ଭାବେ ଭାବୁଥିଲେ, କିନ୍ତୁ ୧୯୬୫ ଯୁଦ୍ଧ ତାଙ୍କର ଦୃଢ଼ତାକୁ ପ୍ରମାଣିତ କରିଥିଲା । ଆମେରିକା ଗହମ ସହାୟତା ବନ୍ଦ କରିବାର ଧମକ ଦେଲେ ସେ ଦେଶବାସୀଙ୍କୁ ଆତ୍ମନିର୍ଭର ହେବାକୁ ଆହ୍ୱାନ ଦେଇଥିଲେ । ସେ ନିଜ ଘରେ ମଧ୍ୟ ଗହମ ଚାଷ କରିଥିଲେ । [1165, 1192, 1499, 1251]
shastri-paragraph: ରେଳ ଦୁର୍ଘଟଣା ପରେ ନୈତିକ ଦାୟିତ୍ୱ ନେଇ ମନ୍ତ୍ରୀପଦରୁ ଇସ୍ତଫା ଦେବା ତାଙ୍କର ଉଚ୍ଚ ନୈତିକତାର ଉଦାହରଣ । ଏଭଳି ଦୃଷ୍ଟାନ୍ତ ଭାରତୀୟ ରାଜନୀତିରେ ବିରଳ । ସେ ସର୍ବଦା ସରଳ ଜୀବନଯାପନ କରୁଥିଲେ ଏବଂ ସରକାରୀ ସୁବିଧାର ଅପବ୍ୟବହାର କେବେ କରିନଥିଲେ । [529, 1434, 838, 1493]
envelope-icon [86, 1783, 139, 1826]
tagline-line: ଜୀବନ ଅମୃତ ଅନୁଚିନ୍ତା [279, 75, 407, 92]
gandhi-col-2-top [847, 157, 1156, 307]
gandhi-paragraph: ଗାନ୍ଧିଙ୍କ ବିଚାରକୁ ବିଶ୍ୱର ଅନେକ ନେତା ଗ୍ରହଣ କରିଥିଲେ । ମାର୍ଟିନ ଲୁଥର କିଙ୍ଗ, ନେଲସନ ମଣ୍ଡେଲା ଓ ଦଲାଇ ଲାମା ଭଳି ବ୍ୟକ୍ତିତ୍ୱ ତାଙ୍କୁ ନିଜର ପ୍ରେରଣା ଭାବେ ମାନିଥିଲେ । ଜାତିସଂଘ ଅକ୍ଟୋବର ୨କୁ ଅନ୍ତର୍ଜାତୀୟ ଅହିଂସା ଦିବସ ଭାବେ ଘୋଷଣା କରିଛି । [1165, 158, 1499, 217]
gandhi-paragraph: ଗାନ୍ଧି-ବିଚାରରେ ଗ୍ରାମ୍ୟ ଶିଳ୍ପ, ନୈତିକ ଶିକ୍ଷା, ସ୍ୱାବଲମ୍ବନ ଓ ପ୍ରକୃତି ସହ ସମନ୍ୱୟ ଥିଲା ମୂଳ ଭିତ୍ତି । ଏହି ବିଚାର ଆଜିର ସ୍ଥାୟୀ ବିକାଶ ଲକ୍ଷ୍ୟ ସହ ସମ୍ପୂର୍ଣ୍ଣ ସାମଞ୍ଜସ୍ୟପୂର୍ଣ୍ଣ । ତେଣୁ ଗାନ୍ଧି ଚିରକାଳ ପ୍ରାସଙ୍ଗିକ ରହିବେ । [1165, 294, 1499, 337]
section-rule [527, 1092, 1499, 1094]
gandhi-signoff-line: ଧର୍ମଶାଳା, ଯାଜପୁର [1165, 1035, 1247, 1049]
date-bar [68, 434, 512, 520]
shastri-paragraph: ଆଜି ତାଙ୍କର ଜୟନ୍ତୀରେ ଆମେ ସମସ୍ତେ ତାଙ୍କ ଆଦର୍ଶକୁ ଜୀବନରେ ଗ୍ରହଣ କରିବାର ସଂକଳ୍ପ ନେବା ଆବଶ୍ୟକ । ଜୟ ଜବାନ, ଜୟ କିଷାନ ନାରା ଆଜି ମଧ୍ୟ ସମାନ ଭାବେ ପ୍ରାସଙ୍ଗିକ । ଦେଶର ସୁରକ୍ଷା ଓ ଖାଦ୍ୟ ନିରାପତ୍ତା ଉଭୟ ରାଷ୍ଟ୍ରର ମେରୁଦଣ୍ଡ । [847, 2034, 1156, 2093]
editorial-paragraph: ନିର୍ବାଚନ ପ୍ରଚାର ସମୟରେ ଦୁଇ ରାଜ୍ୟର ସାଂସ୍କୃତିକ ଓ ଭାଷାଗତ ସମ୍ପର୍କ ମଧ୍ୟ ଆଲୋଚନାକୁ ଆସିଛି । ସୀମାନ୍ତ ଅଞ୍ଚଳରେ ଅନେକ ଓଡ଼ିଆଭାଷୀ ଲୋକ ବାସ କରନ୍ତି ଏବଂ ସେମାନଙ୍କ ସମର୍ଥନ ପାଇଁ ମୋହନଙ୍କ ଉପସ୍ଥିତି ଗୁରୁତ୍ୱପୂର୍ଣ୍ଣ । ଏହି କାରଣରୁ ବିଜେପି ତାଙ୍କୁ ପ୍ରଚାରର ଅଗ୍ରଭାଗରେ ରଖିଛି । [72, 982, 509, 1025]
gandhi-paragraph: ୧୯୩୧ ମସିହାରେ ଲଣ୍ଡନରେ ଗୋଲଟେବୁଲ ବୈଠକରେ ଯୋଗ ଦେବା ସମୟରେ ଗାନ୍ଧି ସାଧାରଣ ପୋଷାକରେ ଯାଇଥିଲେ । ଏହା ବିଶ୍ୱକୁ ଭାରତର ସାଧାରଣ ମଣିଷର ପ୍ରତିନିଧିତ୍ୱର ବାର୍ତ୍ତା ଦେଇଥିଲା । [847, 226, 1156, 269]
gandhi-paragraph: ଆଜି ଆମେ ଗାନ୍ଧିଙ୍କୁ କେବଳ ଫଟୋ ଓ ମୂର୍ତ୍ତିରେ ସୀମିତ ରଖିଛୁ । ତାଙ୍କର ବିଚାରକୁ ଜୀବନରେ ପ୍ରୟୋଗ କରିବା ହିଁ ତାଙ୍କ ପ୍ରତି ପ୍ରକୃତ ଶ୍ରଦ୍ଧାଞ୍ଜଳି ହେବ । ସ୍ୱଚ୍ଛତା, ସରଳତା ଓ ସେବା ଭାବନାକୁ ଆପଣାଇ ଆମେ ଏକ ସୁସ୍ଥ ସମାଜ ଗଢ଼ିପାରିବା । [1165, 226, 1499, 285]
color-swatch [633, 2352, 668, 2366]
tagline [196, 74, 490, 196]
letters-title: ଓଟିଏମର ପୁନରୁଦ୍ଧାର କେବେ [163, 1847, 417, 1874]
shastri-paragraph: ତାଙ୍କର ସମାଧିସ୍ଥଳ 'ବିଜୟ ଘାଟ' ନାମରେ ନୂଆଦିଲ୍ଲୀରେ ଅବସ୍ଥିତ । ପ୍ରତିବର୍ଷ ଅକ୍ଟୋବର ୨ ଓ ଜାନୁଆରୀ ୧୧ରେ ଦେଶର ନେତାମାନେ ସେଠାରେ ଶ୍ରଦ୍ଧାଞ୍ଜଳି ଅର୍ପଣ କରନ୍ତି । ତାଙ୍କ ନାମରେ ଅନେକ ଶିକ୍ଷାନୁଷ୍ଠାନ ଓ ପ୍ରଶାସନିକ ଏକାଡେମୀ ପ୍ରତିଷ୍ଠା ହୋଇଛି । [1165, 1327, 1499, 1386]
shastri-col-2-bottom [847, 1829, 1156, 2277]
color-swatch [927, 2352, 962, 2366]
shastri-paragraph: ଆଜି ଯେତେବେଳେ ରାଜନୀତିରେ ନୈତିକତାର ଅଭାବ ଦେଖାଯାଉଛି, ସେତେବେଳେ ଶାସ୍ତ୍ରୀଙ୍କ ଜୀବନ ଏକ ଆଲୋକସ୍ତମ୍ଭ ଭଳି । ତାଙ୍କ ସ୍ମୃତିରେ ଆମେ ସମସ୍ତେ ନତମସ୍ତକ । ଜୟ ହିନ୍ଦ । [1165, 1515, 1499, 1559]
